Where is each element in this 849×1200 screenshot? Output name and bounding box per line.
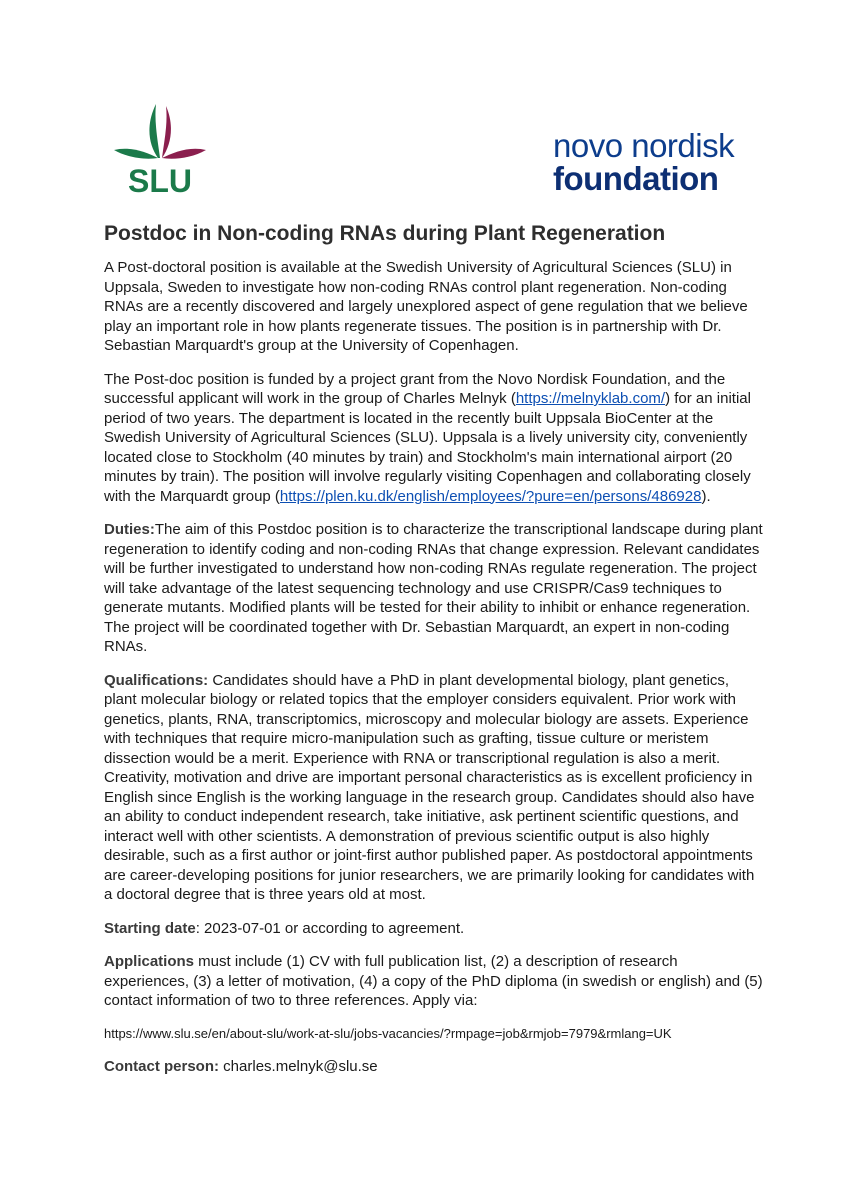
- applications-text: must include (1) CV with full publication list, (2) a description of research experiences, (3) a letter of motivation, (4) a copy of the PhD diploma (in swedish or english) and (5) contact information of two to three references. Apply via:: [104, 953, 763, 1009]
- funding-text-c: ).: [701, 487, 711, 505]
- document-title: Postdoc in Non-coding RNAs during Plant Regeneration: [104, 222, 666, 245]
- funding-text-b: ) for an initial period of two years. The department is located in the recently built Uppsala BioCenter at the Swedish University of Agricultural Sciences (SLU). Uppsala is a lively university city, conveniently located close to Stockholm (40 minutes by train) and Stockholm's main international airport (20 minutes by train). The position will involve regularly visiting Copenhagen and collaborating closely with the Marquardt group (: [104, 390, 751, 505]
- starting-date-paragraph: [104, 919, 764, 939]
- applications-label: Applications: [104, 953, 195, 970]
- applications-paragraph: [104, 952, 764, 1011]
- starting-date-text: : 2023-07-01 or according to agreement.: [195, 919, 465, 937]
- logo-line-novo-nordisk: novo nordisk: [553, 127, 735, 164]
- qualifications-label: Qualifications:: [104, 671, 209, 689]
- contact-label: Contact person:: [104, 1057, 220, 1075]
- starting-date-label: Starting date: [104, 919, 196, 937]
- qualifications-paragraph: [104, 671, 764, 905]
- duties-text: The aim of this Postdoc position is to characterize the transcriptional landscape during plant regeneration to identify coding and non-coding RNAs that change expression. Relevant candidates will be further investigated to understand how non-coding RNAs regulate regeneration. The project will take advantage of the latest sequencing technology and use CRISPR/Cas9 techniques to generate mutants. Modified plants will be tested for their ability to inhibit or enhance regeneration. The project will be coordinated together with Dr. Sebastian Marquardt, an expert in non-coding RNAs.: [104, 521, 763, 655]
- slu-logo: [108, 100, 212, 198]
- novo-nordisk-foundation-logo: [553, 127, 753, 197]
- slu-logo-text: SLU: [128, 163, 192, 198]
- intro-paragraph: A Post-doctoral position is available at the Swedish University of Agricultural Sciences (SLU) in Uppsala, Sweden to investigate how non-coding RNAs control plant regeneration. Non-coding RNAs are a recently discovered and largely unexplored aspect of gene regulation that we believe play an important role in how plants regenerate tissues. The position is in partnership with Dr. Sebastian Marquardt's group at the University of Copenhagen.: [104, 259, 748, 354]
- duties-paragraph: [104, 520, 764, 657]
- contact-paragraph: [104, 1057, 764, 1077]
- apply-url[interactable]: https://www.slu.se/en/about-slu/work-at-slu/jobs-vacancies/?rmpage=job&rmjob=7979&rmlang=UK: [104, 1025, 672, 1041]
- funding-text-a: The Post-doc position is funded by a project grant from the Novo Nordisk Foundation, and the successful applicant will work in the group of Charles Melnyk (: [104, 370, 726, 407]
- qualifications-text: Candidates should have a PhD in plant developmental biology, plant genetics, plant molecular biology or related topics that the employer considers equivalent. Prior work with genetics, plants, RNA, transcriptomics, microscopy and molecular biology are assets. Experience with techniques that require micro-manipulation such as grafting, tissue culture or meristem dissection would be a merit. Experience with RNA or transcriptional regulation is also a merit. Creativity, motivation and drive are important personal characteristics as is excellent proficiency in English since English is the working language in the research group. Candidates should also have an ability to conduct independent research, take initiative, ask pertinent scientific questions, and interact well with other scientists. A demonstration of previous scientific output is also highly desirable, such as a first author or joint-first author published paper. As postdoctoral appointments are career-developing positions for junior researchers, we are primarily looking for candidates with a doctoral degree that is three years old at most.: [104, 671, 755, 903]
- logo-line-foundation: foundation: [553, 160, 719, 197]
- document-body: [104, 258, 764, 1090]
- slu-emblem-icon: [108, 100, 212, 198]
- duties-label: Duties:: [104, 521, 155, 538]
- funding-paragraph: [104, 370, 764, 507]
- marquardt-group-link[interactable]: https://plen.ku.dk/english/employees/?pure=en/persons/486928: [279, 487, 702, 505]
- contact-email[interactable]: charles.melnyk@slu.se: [219, 1057, 378, 1075]
- melnyklab-link[interactable]: https://melnyklab.com/: [515, 390, 666, 407]
